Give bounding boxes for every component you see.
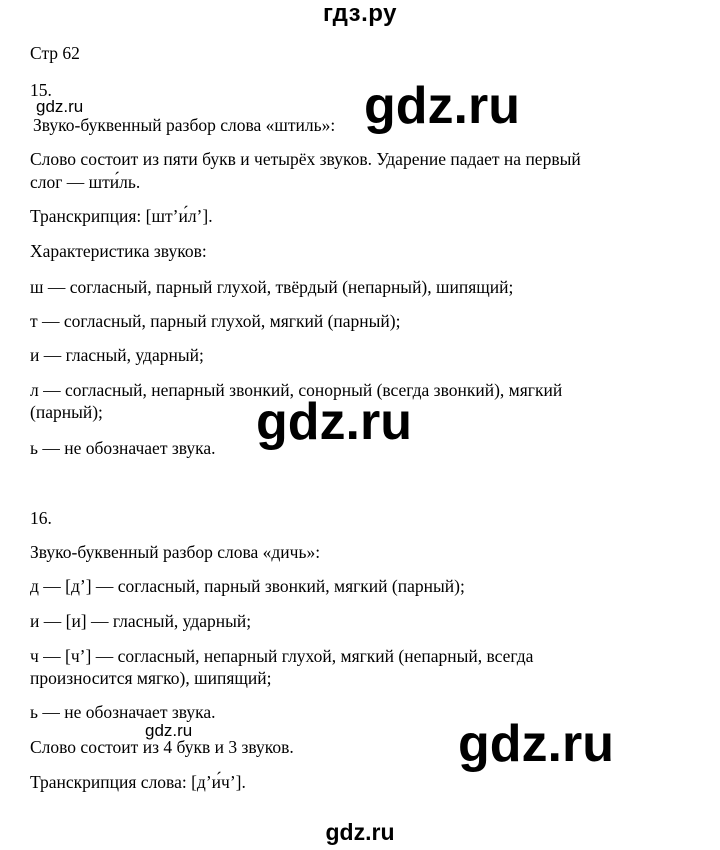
site-footer[interactable]: gdz.ru <box>325 819 395 845</box>
task-15-line: Слово состоит из пяти букв и четырёх звуков. Ударение падает на первый <box>30 149 581 169</box>
task-15-line: т — согласный, парный глухой, мягкий (парный); <box>30 311 401 331</box>
task-15-line: (парный); <box>30 402 103 422</box>
task-16-title: Звуко-буквенный разбор слова «дичь»: <box>30 542 321 562</box>
task-16-line: произносится мягко), шипящий; <box>30 668 272 688</box>
page-label: Стр 62 <box>30 43 80 63</box>
watermark-large: gdz.ru <box>364 77 520 135</box>
watermark-large: gdz.ru <box>458 715 614 773</box>
task-15-title: Звуко-буквенный разбор слова «штиль»: <box>33 115 336 135</box>
task-15-line: и — гласный, ударный; <box>30 345 204 365</box>
watermark-large: gdz.ru <box>256 393 412 451</box>
task-15-line: л — согласный, непарный звонкий, сонорный (всегда звонкий), мягкий <box>30 380 563 400</box>
task-15-line: ш — согласный, парный глухой, твёрдый (непарный), шипящий; <box>30 277 514 297</box>
task-16-line: ь — не обозначает звука. <box>30 702 216 722</box>
site-header[interactable]: гдз.ру <box>323 0 397 27</box>
task-15-line: Характеристика звуков: <box>30 241 207 261</box>
task-16-line: ч — [ч’] — согласный, непарный глухой, мягкий (непарный, всегда <box>30 646 534 666</box>
task-15-line: ь — не обозначает звука. <box>30 438 216 458</box>
task-15-number: 15. <box>30 80 52 100</box>
task-16-line: и — [и] — гласный, ударный; <box>30 611 252 631</box>
task-16-number: 16. <box>30 508 52 528</box>
task-16-line: Транскрипция слова: [д’и́ч’]. <box>30 772 246 792</box>
task-15-line: слог — шти́ль. <box>30 172 141 192</box>
task-15-line: Транскрипция: [шт’и́л’]. <box>30 206 213 226</box>
watermark-small: gdz.ru <box>36 97 84 116</box>
task-16-line: Слово состоит из 4 букв и 3 звуков. <box>30 737 294 757</box>
task-16-line: д — [д’] — согласный, парный звонкий, мягкий (парный); <box>30 576 465 596</box>
watermark-small: gdz.ru <box>145 721 193 740</box>
